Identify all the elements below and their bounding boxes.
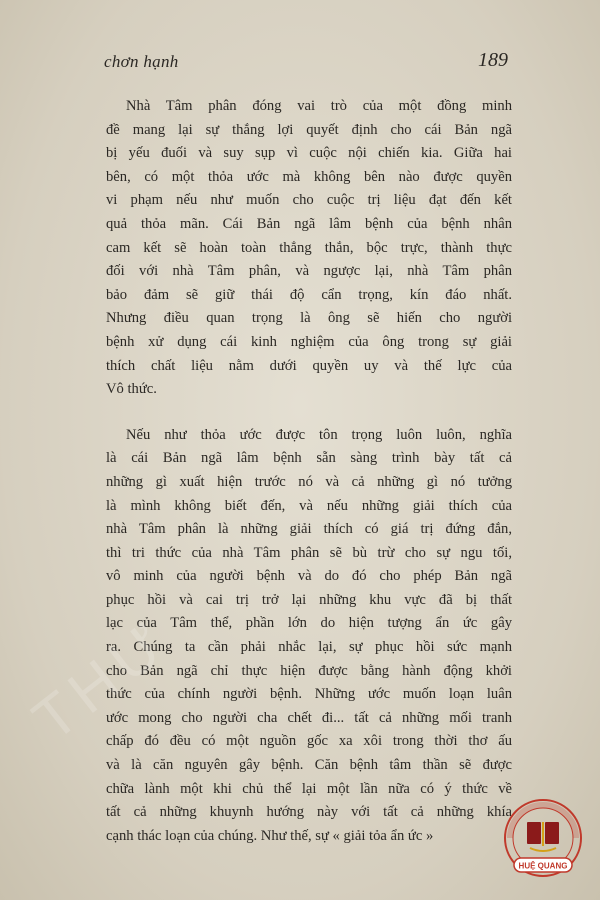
text-line: bị yếu đuối và suy sụp vì cuộc nội chiến kia. Giữa hai: [106, 145, 512, 162]
text-line: bệnh xử dụng cái kinh nghiệm của ông trong sự giải: [106, 333, 512, 350]
watermark-text: THƯ: [20, 605, 185, 754]
text-line: đối với nhà Tâm phân, và ngược lại, nhà Tâm phân: [106, 263, 512, 280]
text-line: bảo đảm sẽ giữ thái độ cẩn trọng, kín đáo nhất.: [106, 286, 512, 303]
text-line: Vô thức.: [106, 381, 157, 398]
huequang-seal-logo: [500, 798, 586, 884]
text-line: cho Bản ngã chỉ thực hiện được bằng hành động khởi: [106, 662, 512, 679]
text-line: nhà Tâm phân là những giải thích có giá trị đứng đắn,: [106, 521, 512, 538]
text-line: ra. Chúng ta cần phải nhắc lại, sự phục hồi sức mạnh: [106, 639, 512, 656]
text-line: ước mong cho người cha chết đi... tất cả những mối tranh: [106, 709, 512, 726]
text-line: vô minh của người bệnh và do đó cho phép Bản ngã: [106, 568, 512, 585]
text-line: là cái Bản ngã lâm bệnh sẵn sàng trình bày tất cả: [106, 450, 512, 467]
paragraph-1: [106, 95, 512, 402]
text-line: chữa lành một khi chủ thể lại một lần nữa có ý thức về: [106, 780, 512, 797]
seal-name: HUỆ QUANG: [518, 861, 568, 871]
text-line: những gì xuất hiện trước nó và cả những gì nó tưởng: [106, 473, 512, 490]
text-line: tất cả những khuynh hướng này với tất cả những khía: [106, 804, 512, 821]
text-line: thích chất liệu nằm dưới quyền uy và thế lực của: [106, 357, 512, 374]
text-line: vi phạm nếu như muốn cho cuộc trị liệu đạt đến kết: [106, 192, 512, 209]
text-line: đề mang lại sự thắng lợi quyết định cho cái Bản ngã: [106, 121, 512, 138]
text-line: quả thỏa mãn. Cái Bản ngã lâm bệnh của bệnh nhân: [106, 215, 512, 232]
page-number: 189: [478, 49, 508, 71]
text-line: thức của chính người bệnh. Những ước muốn loạn luân: [106, 686, 512, 703]
text-line: cam kết sẽ hoàn toàn thẳng thắn, bộc trực, thành thực: [106, 239, 512, 256]
text-line: Nhưng điều quan trọng là ông sẽ hiến cho người: [106, 310, 512, 327]
text-line: Nhà Tâm phân đóng vai trò của một đồng minh: [126, 98, 512, 114]
running-head: chơn hạnh: [104, 52, 179, 71]
paragraph-gap: [106, 402, 512, 424]
text-line: bên, có một thỏa ước mà không bên nào được quyền: [106, 168, 512, 185]
body-text: [106, 95, 512, 848]
text-line: thì tri thức của nhà Tâm phân sẽ bù trừ cho sự ngu tối,: [106, 544, 512, 561]
text-line: Nếu như thỏa ước được tôn trọng luôn luôn, nghĩa: [126, 426, 512, 443]
text-line: là mình không biết đến, và nếu những giải thích của: [106, 497, 512, 514]
text-line: chấp đó đều có một nguồn gốc xa xôi trong thời thơ ấu: [106, 733, 512, 750]
text-line: phục hồi và cai trị trở lại những khu vực đã bị thất: [106, 591, 512, 608]
text-line: lạc của Tâm thể, phần lớn do hiện tượng ẩn ức gây: [106, 615, 512, 632]
text-line: cạnh thác loạn của chúng. Như thế, sự « giải tỏa ẩn ức »: [106, 827, 434, 844]
text-line: và là căn nguyên gây bệnh. Căn bệnh tâm thần sẽ được: [106, 757, 512, 774]
page-header: [0, 0, 600, 90]
